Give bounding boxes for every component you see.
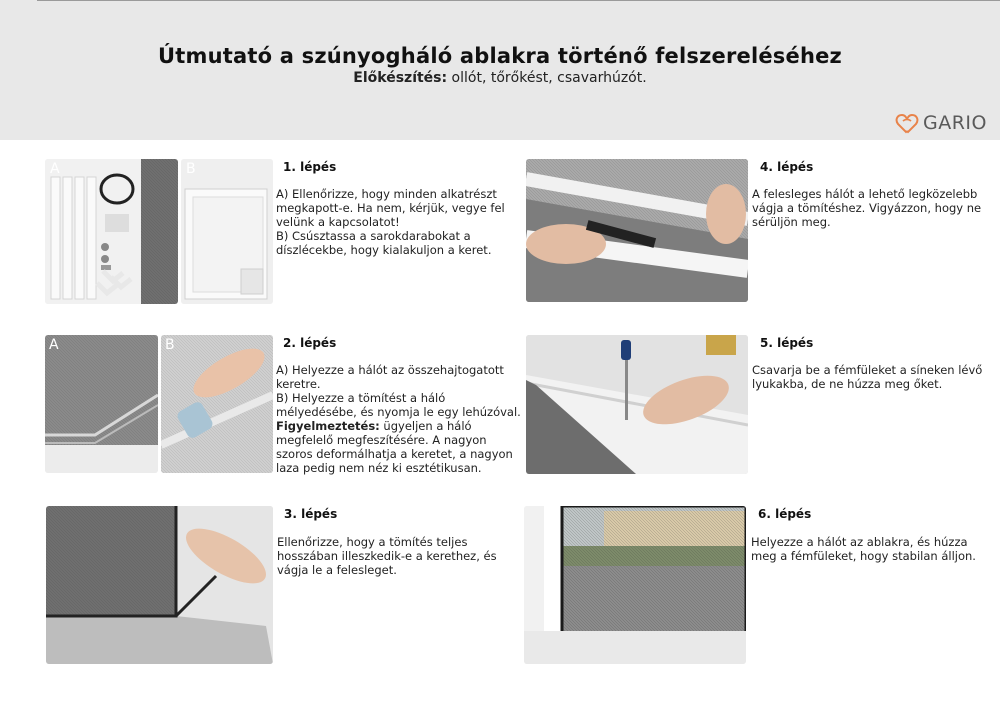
step4-text: A felesleges hálót a lehető legközelebb vágja a tömítéshez. Vigyázzon, hogy ne sérüljön meg.: [752, 187, 982, 229]
step1-image-a: [45, 159, 178, 304]
step2-instructions: A) Helyezze a hálót az összehajtogatott keretre. B) Helyezze a tömítést a háló mélyedésébe, és nyomja le egy lehúzóval.: [276, 363, 521, 419]
step2-warning-text: ügyeljen a háló megfelelő megfeszítésére. A nagyon szoros deformálhatja a keretet, a nagyon laza pedig nem néz ki esztétikusan.: [276, 419, 513, 475]
step2-warning-label: Figyelmeztetés:: [276, 419, 380, 433]
step2-label-a: A: [49, 337, 59, 353]
step4-image: [526, 159, 748, 302]
step1-label-b: B: [186, 161, 196, 177]
step3-text: Ellenőrizze, hogy a tömítés teljes hosszában illeszkedik-e a kerethez, és vágja le a felesleget.: [277, 535, 497, 577]
step3-title: 3. lépés: [284, 507, 338, 521]
step1-label-a: A: [50, 161, 60, 177]
page-title: Útmutató a szúnyogháló ablakra történő felszereléséhez: [158, 44, 842, 68]
step6-title: 6. lépés: [758, 507, 812, 521]
brand-name: GARIO: [923, 112, 987, 134]
step2-title: 2. lépés: [283, 336, 337, 350]
step3-image: [46, 506, 273, 664]
step1-title: 1. lépés: [283, 160, 337, 174]
step4-title: 4. lépés: [760, 160, 814, 174]
preparation-line: [0, 70, 1000, 86]
step5-title: 5. lépés: [760, 336, 814, 350]
brand-logo: [894, 110, 987, 136]
preparation-label: Előkészítés:: [353, 70, 448, 86]
step1-image-b: [181, 159, 273, 304]
heart-logo-icon: [894, 112, 920, 134]
step1-text: A) Ellenőrizze, hogy minden alkatrészt megkapott-e. Ha nem, kérjük, vegye fel velünk a kapcsolatot! B) Csúsztassa a sarokdarabokat a díszlécekbe, hogy kialakuljon a keret.: [276, 187, 505, 257]
step2-label-b: B: [165, 337, 175, 353]
step6-image: [524, 506, 746, 664]
step2-image-a: [45, 335, 158, 473]
step5-text: Csavarja be a fémfüleket a síneken lévő lyukakba, de ne húzza meg őket.: [752, 363, 983, 391]
top-divider: [37, 0, 1000, 1]
preparation-tools: ollót, tőrőkést, csavarhúzót.: [447, 70, 647, 86]
step5-image: [526, 335, 748, 474]
step2-text: [276, 363, 526, 475]
step2-image-b: [161, 335, 273, 473]
header-band: [0, 0, 1000, 140]
step6-text: Helyezze a hálót az ablakra, és húzza meg a fémfüleket, hogy stabilan álljon.: [751, 535, 976, 563]
